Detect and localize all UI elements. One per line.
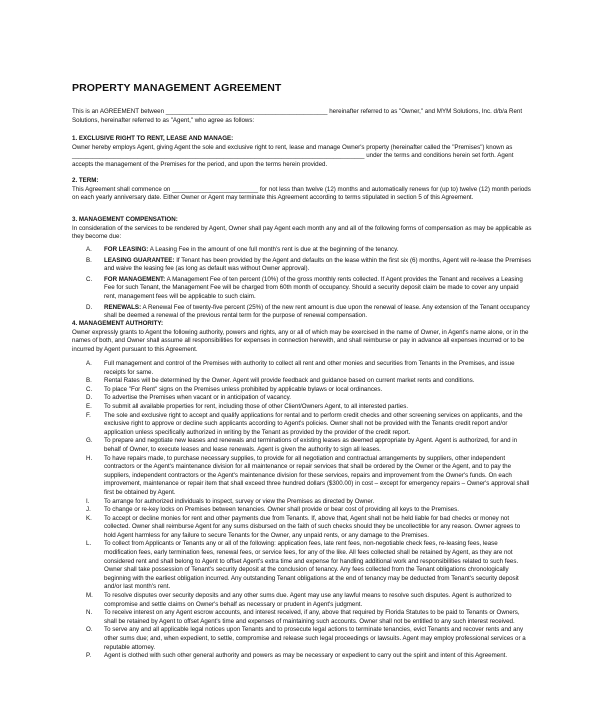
section-1 — [72, 135, 532, 169]
list-item: B. Rental Rates will be determined by the Owner. Agent will provide feedback and guidance based on current market rents and conditions. — [86, 377, 475, 385]
list-item: J. To change or re-key locks on Premises between tenancies. Owner shall provide or bear cost of providing all keys to the Premises. — [86, 506, 459, 514]
list-item: D. To advertise the Premises when vacant or in anticipation of vacancy. — [86, 394, 291, 402]
section-4-body: Owner expressly grants to Agent the following authority, powers and rights, any or all of which may be exercised in the name of Owner, in Agent's name alone, or in the names of both, and Owner shall assume all responsibilities for expenses in connection herewith, and shall reimburse or pay in advance all expenses incurred or to be incurred by Agent pursuant to this Agreement. — [72, 328, 529, 353]
section-2-heading: 2. TERM: — [72, 177, 99, 184]
list-item: F. The sole and exclusive right to accept and qualify applications for rental and to perform credit checks and other screening services on applicants, and the exclusive right to approve or decline such applicants according to Agent's policies. Owner shall not be provided with the Tenants credit report and/or application unless specifically authorized in writing by the Tenant as provided by the provider of the credit report. — [86, 411, 523, 436]
section-1-body: Owner hereby employs Agent, giving Agent the sole and exclusive right to rent, lease and manage Owner's property (hereinafter called the "Premises") known as _____________________________________________________________________________________ under the terms and conditions herein set forth. Agent accepts the management of the Premises for the period, and upon the terms herein provided. — [72, 143, 514, 168]
item-term: FOR MANAGEMENT: — [104, 275, 166, 283]
item-term: LEASING GUARANTEE: — [104, 256, 175, 264]
list-item: P. Agent is clothed with such other general authority and powers as may be necessary or expedient to carry out the spirit and intent of this Agreement. — [86, 652, 508, 660]
section-3-body: In consideration of the services to be rendered by Agent, Owner shall pay Agent each month any and all of the following forms of compensation as may be applicable as they become due: — [72, 224, 532, 241]
intro-paragraph: This is an AGREEMENT between _______________________________________________ hereinafter referred to as "Owner," and MYM Solutions, Inc. d/b/a Rent Solutions, hereinafter referred to as "Agent," who agree as follows: — [72, 108, 523, 124]
item-term: FOR LEASING: — [104, 246, 149, 253]
page-bottom-fade — [0, 699, 594, 723]
section-3 — [72, 216, 532, 242]
list-item: D. RENEWALS: A Renewal Fee of twenty-five percent (25%) of the new rent amount is due upon the renewal of lease. Any extension of the Tenant occupancy shall be deemed a renewal of the previous rental term for the purpose of renewal compensation. — [86, 303, 530, 320]
section-2 — [72, 177, 532, 203]
list-item: L. To collect from Applicants or Tenants any or all of the following: application fees, late rent fees, non-negotiable check fees, re-leasing fees, lease modification fees, early termination fees, renewal fees, or service fees, for any of the like. All fees collected shall be retained by Agent, as they are not considered rent and shall belong to Agent to offset Agent's extra time and expense for handling additional work and responsibilities related to such fees. Owner shall take possession of Tenant's security deposit at the conclusion of tenancy. Any fees collected from the Tenant obligations chronologically beginning with the earliest obligation incurred. Any outstanding Tenant obligations at the end of tenancy may be deducted from Tenant's security deposit and/or last month's rent. — [86, 540, 519, 591]
section-4-heading: 4. MANAGEMENT AUTHORITY: — [72, 320, 164, 327]
list-item: N. To receive interest on any Agent escrow accounts, and interest received, if any, above that required by Florida Statutes to be paid to Tenants or Owners, shall be retained by Agent to offset Agent's time and expenses of maintaining such accounts. Owner shall not be entitled to any such interest received. — [86, 609, 520, 625]
list-item: K. To accept or decline monies for rent and other payments due from Tenants. If, above that, Agent shall not be held liable for bad checks or money not collected. Owner shall reimburse Agent for any sums disbursed on the faith of such checks should they be uncollectible for any reason. Owner agrees to hold Agent harmless for any failure to secure Tenants for the Owner, any unpaid rents, or any damage to the Premises. — [86, 514, 521, 539]
section-2-body: This Agreement shall commence on _________________________ for not less than twelve (12) months and automatically renews for (up to) twelve (12) month periods on each yearly anniversary date. Either Owner or Agent may terminate this Agreement according to terms stipulated in section 5 of this Agreement. — [72, 185, 531, 202]
document-title: PROPERTY MANAGEMENT AGREEMENT — [72, 82, 282, 94]
list-item: G. To prepare and negotiate new leases and renewals and terminations of existing leases as deemed appropriate by Agent. Agent is authorized, for and in behalf of Owner, to execute leases and lease renewals. Agent is given the authority to sign all leases. — [86, 437, 518, 453]
list-item: A. FOR LEASING: A Leasing Fee in the amount of one full month's rent is due at the beginning of the tenancy. — [86, 246, 399, 253]
list-item: I. To arrange for authorized individuals to inspect, survey or view the Premises as directed by Owner. — [86, 497, 375, 505]
section-3-heading: 3. MANAGEMENT COMPENSATION: — [72, 216, 178, 223]
list-item: E. To submit all available properties for rent, including those of other Client/Owners Agent, to all interested parties. — [86, 402, 409, 410]
section-4-list — [72, 360, 532, 661]
list-item: C. FOR MANAGEMENT: A Management Fee of ten percent (10%) of the gross monthly rents collected. If Agent provides the Tenant and receives a Leasing Fee for such Tenant, the Management Fee will be charged from 60th month of occupancy. Should a security deposit claim be made to cover any unpaid rent, management fees will be applicable to such claim. — [86, 275, 523, 300]
list-item: H. To have repairs made, to purchase necessary supplies, to provide for all negotiation and contractual arrangements by suppliers, other independent contractors or the Agent's maintenance division for all maintenance or repair services that shall be ordered by the Owner or the Agent, and to pay the suppliers, independent contractors or the Agent's maintenance division for these services, repairs and improvement from the Owner's funds. On each improvement, maintenance or repair item that shall exceed three hundred dollars ($300.00) in cost – except for emergency repairs – Owner's approval shall first be obtained by Agent. — [86, 454, 530, 496]
list-item: C. To place "For Rent" signs on the Premises unless prohibited by applicable bylaws or local ordinances. — [86, 385, 383, 393]
list-item: A. Full management and control of the Premises with authority to collect all rent and other monies and securities from Tenants in the Premises, and issue receipts for same. — [86, 360, 515, 376]
section-1-heading: 1. EXCLUSIVE RIGHT TO RENT, LEASE AND MANAGE: — [72, 135, 234, 142]
list-item: B. LEASING GUARANTEE: If Tenant has been provided by the Agent and defaults on the lease within the first six (6) months, Agent will re-lease the Premises and waive the leasing fee (as long as default was without Owner approval). — [86, 256, 532, 273]
section-4 — [72, 320, 532, 354]
section-3-list — [72, 246, 532, 321]
item-term: RENEWALS: — [104, 303, 142, 311]
list-item: M. To resolve disputes over security deposits and any other sums due. Agent may use any lawful means to resolve such disputes. Agent is authorized to compromise and settle claims on Owner's behalf as necessary or prudent in Agent's judgment. — [86, 592, 512, 608]
list-item: O. To serve any and all applicable legal notices upon Tenants and to prosecute legal actions to terminate tenancies, evict Tenants and recover rents and any other sums due; and, when expedient, to settle, compromise and release such legal proceedings or lawsuits. Agent may employ professional services or a reputable attorney. — [86, 626, 526, 651]
